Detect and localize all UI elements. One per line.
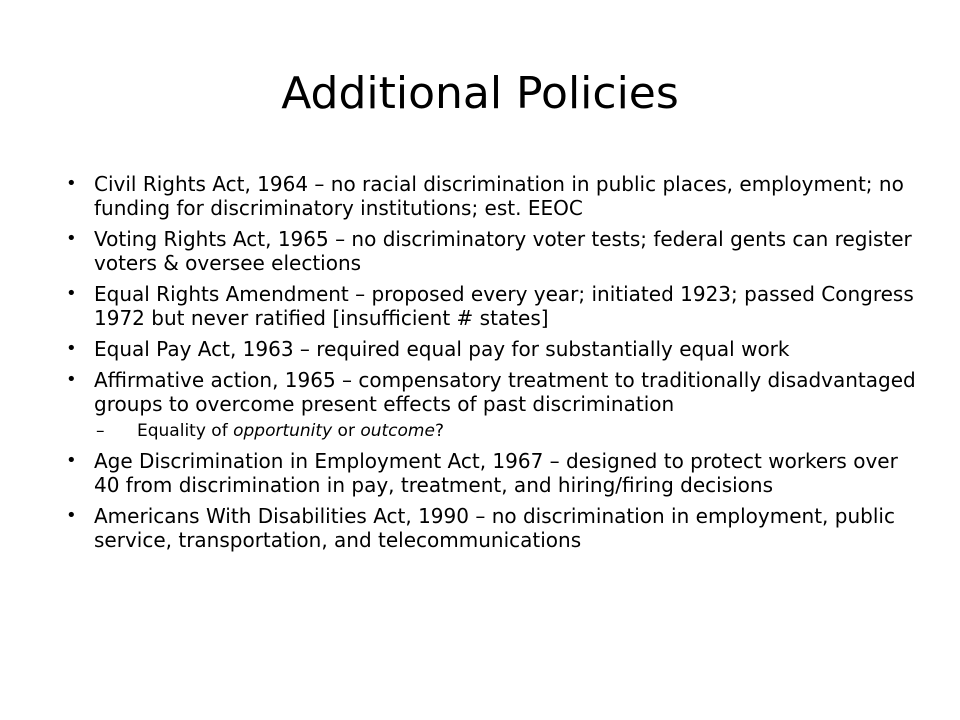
- sub-text-emphasis-outcome: outcome: [360, 421, 435, 441]
- bullet-icon: •: [66, 338, 77, 359]
- bullet-icon: •: [66, 283, 77, 304]
- bullet-icon: •: [66, 505, 77, 526]
- bullet-text: Age Discrimination in Employment Act, 1967 – designed to protect workers over 40 from discrimination in pay, treatment, and hiring/firing decisions: [94, 449, 898, 497]
- dash-icon: –: [96, 421, 105, 441]
- bullet-item-equal-rights-amendment: [66, 282, 926, 330]
- bullet-icon: •: [66, 369, 77, 390]
- bullet-text: Civil Rights Act, 1964 – no racial discrimination in public places, employment; no funding for discriminatory institutions; est. EEOC: [94, 172, 904, 220]
- bullet-item-equal-pay-act: [66, 337, 926, 361]
- sub-text-part: Equality of: [137, 421, 234, 441]
- bullet-item-age-discrimination-act: [66, 449, 926, 497]
- bullet-item-americans-with-disabilities-act: [66, 504, 926, 552]
- bullet-icon: •: [66, 173, 77, 194]
- sub-text-part: or: [332, 421, 361, 441]
- bullet-text: Voting Rights Act, 1965 – no discriminatory voter tests; federal gents can register voters & oversee elections: [94, 227, 912, 275]
- bullet-text: Affirmative action, 1965 – compensatory treatment to traditionally disadvantaged groups to overcome present effects of past discrimination: [94, 368, 916, 416]
- sub-text-emphasis-opportunity: opportunity: [233, 421, 333, 441]
- bullet-text: Americans With Disabilities Act, 1990 – no discrimination in employment, public service, transportation, and telecommunications: [94, 504, 895, 552]
- bullet-list: [66, 172, 926, 559]
- bullet-icon: •: [66, 450, 77, 471]
- bullet-text: Equal Rights Amendment – proposed every year; initiated 1923; passed Congress 1972 but never ratified [insufficient # states]: [94, 282, 914, 330]
- sub-bullet-item-equality: [94, 420, 926, 442]
- bullet-item-affirmative-action: [66, 368, 926, 442]
- sub-text-part: ?: [434, 421, 444, 441]
- bullet-icon: •: [66, 228, 77, 249]
- bullet-item-civil-rights-act: [66, 172, 926, 220]
- slide-title: Additional Policies: [281, 68, 679, 119]
- sub-bullet-list: [94, 420, 926, 442]
- bullet-item-voting-rights-act: [66, 227, 926, 275]
- bullet-text: Equal Pay Act, 1963 – required equal pay for substantially equal work: [94, 337, 790, 361]
